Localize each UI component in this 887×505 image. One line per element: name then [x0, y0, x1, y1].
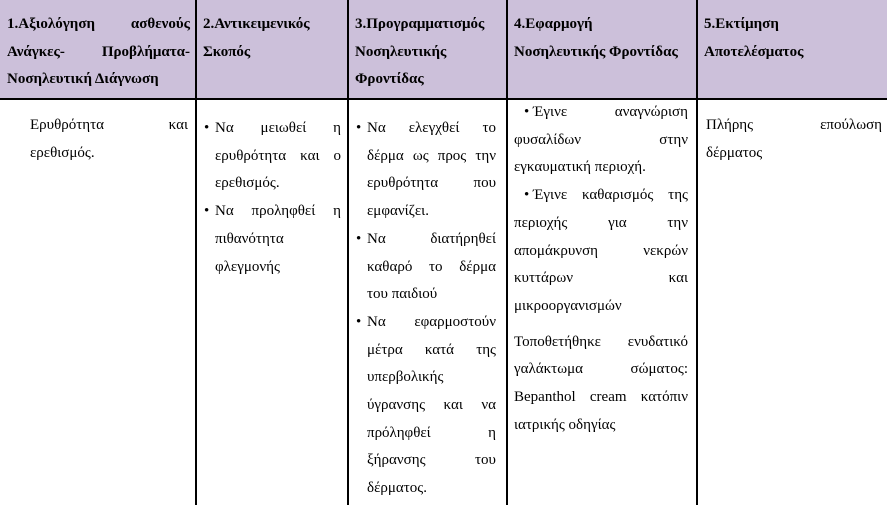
text-line: ερεθισμός.	[30, 144, 95, 161]
bullet-item	[514, 182, 688, 321]
cell-implementation	[514, 99, 688, 439]
text-line: πρόληφθεί η	[367, 424, 496, 441]
header-line: 1.Αξιολόγηση ασθενούς	[7, 16, 190, 32]
bullet-item	[204, 115, 341, 198]
text-line: Να μειωθεί η	[215, 120, 341, 136]
text-line: Ερυθρότητα και	[30, 117, 188, 133]
text-line: Να εφαρμοστούν	[367, 313, 496, 330]
header-planning	[355, 11, 503, 94]
text-line: Να διατήρηθεί	[367, 230, 496, 247]
cell-objective	[204, 115, 341, 281]
implementation-paragraph	[514, 329, 688, 440]
header-line: Ανάγκες- Προβλήματα-	[7, 43, 190, 60]
text-line: κυττάρων και	[514, 270, 688, 287]
bullet-icon: •	[204, 120, 210, 136]
column-divider	[195, 0, 197, 505]
bullet-icon: •	[356, 313, 362, 330]
column-divider	[506, 0, 508, 505]
text-line: • Έγινε καθαρισμός της	[524, 187, 688, 204]
text-line: εγκαυματική περιοχή.	[514, 159, 646, 176]
cell-planning	[356, 115, 496, 503]
header-line: Αποτελέσματος	[704, 43, 804, 60]
header-implementation	[514, 11, 694, 66]
header-line: Νοσηλευτικής Φροντίδας	[514, 43, 678, 60]
text-line: υπερβολικής	[367, 369, 444, 386]
text-line: γαλάκτωμα σώματος:	[514, 361, 688, 378]
bullet-icon: •	[204, 203, 210, 220]
text-line: πιθανότητα	[215, 230, 284, 247]
text-line: ερυθρότητα και ο	[215, 147, 341, 164]
text-line: ερεθισμός.	[215, 175, 280, 192]
text-line: απομάκρυνση νεκρών	[514, 242, 688, 259]
header-line: 3.Προγραμματισμός	[355, 16, 485, 32]
bullet-item	[356, 226, 496, 309]
column-divider	[347, 0, 349, 505]
text-line: δέρματος.	[367, 480, 427, 497]
header-evaluation	[704, 11, 884, 66]
text-line: μέτρα κατά της	[367, 341, 496, 358]
text-line: • Έγινε αναγνώριση	[524, 104, 688, 120]
cell-assessment	[30, 112, 188, 167]
text-line: δέρματος	[706, 144, 763, 161]
text-line: Να ελεγχθεί το	[367, 120, 496, 136]
header-assessment	[7, 11, 190, 94]
bullet-item	[204, 198, 341, 281]
text-line: εμφανίζει.	[367, 203, 429, 220]
header-line: 2.Αντικειμενικός	[203, 16, 310, 32]
text-line: φυσαλίδων στην	[514, 131, 688, 148]
header-line: Φροντίδας	[355, 71, 424, 88]
text-line: φλεγμονής	[215, 258, 280, 275]
bullet-icon: •	[356, 120, 362, 136]
text-line: ύγρανσης και να	[367, 397, 496, 414]
text-line: Να προληφθεί η	[215, 203, 341, 220]
bullet-item	[514, 99, 688, 182]
bullet-item	[356, 115, 496, 226]
text-line: καθαρό το δέρμα	[367, 258, 496, 275]
bullet-item	[356, 309, 496, 503]
text-line: ξήρανσης του	[367, 452, 496, 469]
header-line: 4.Εφαρμογή	[514, 16, 593, 32]
header-divider	[0, 98, 887, 100]
text-line: του παιδιού	[367, 286, 438, 303]
text-line: Πλήρης επούλωση	[706, 117, 882, 133]
text-line: Bepanthol cream κατόπιν	[514, 389, 688, 406]
column-divider	[696, 0, 698, 505]
header-line: 5.Εκτίμηση	[704, 16, 779, 32]
text-line: δέρμα ως προς την	[367, 147, 496, 164]
text-line: μικροοργανισμών	[514, 297, 622, 314]
header-line: Νοσηλευτική Διάγνωση	[7, 71, 159, 88]
text-line: περιοχής για την	[514, 214, 688, 231]
header-line: Νοσηλευτικής	[355, 43, 447, 60]
header-line: Σκοπός	[203, 43, 251, 60]
text-line: ιατρικής οδηγίας	[514, 416, 616, 433]
bullet-icon: •	[356, 230, 362, 247]
header-objective	[203, 11, 343, 66]
cell-evaluation	[706, 112, 882, 167]
text-line: Τοποθετήθηκε ενυδατικό	[514, 333, 688, 350]
text-line: ερυθρότητα που	[367, 175, 496, 192]
